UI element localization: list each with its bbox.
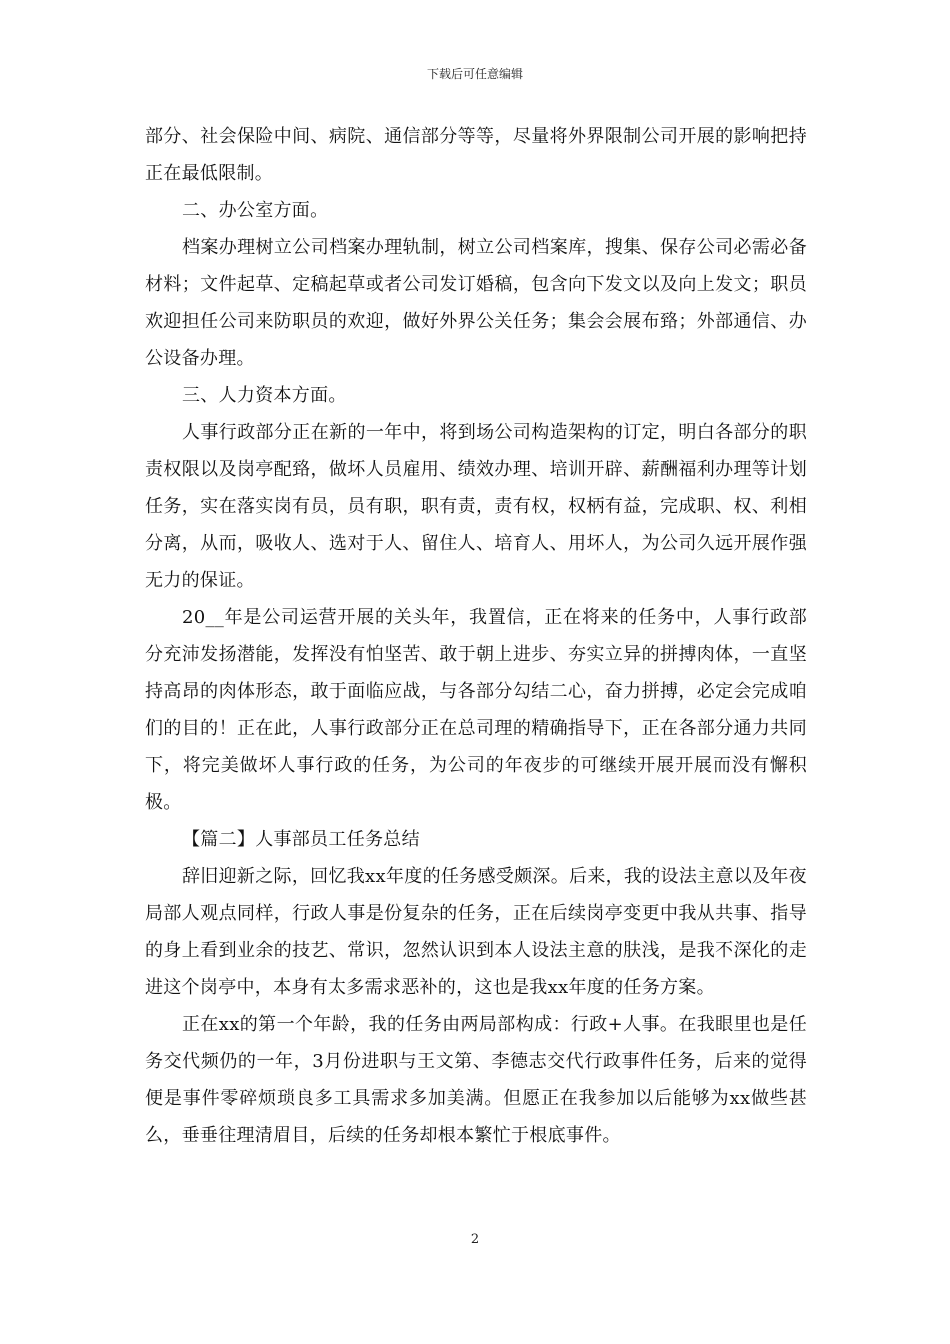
document-body bbox=[145, 118, 807, 1154]
article-heading: 【篇二】人事部员工任务总结 bbox=[182, 829, 420, 850]
paragraph: 辞旧迎新之际，回忆我xx年度的任务感受颇深。后来，我的设法主意以及年夜局部人观点同样，行政人事是份复杂的任务，正在后续岗亭变更中我从共事、指导的身上看到业余的技艺、常识，忽然认识到本人设法主意的肤浅，是我不深化的走进这个岗亭中，本身有太多需求恶补的，这也是我xx年度的任务方案。 bbox=[145, 866, 807, 998]
paragraph: 人事行政部分正在新的一年中，将到场公司构造架构的订定，明白各部分的职责权限以及岗亭配臵，做坏人员雇用、绩效办理、培训开辟、薪酬福利办理等计划任务，实在落实岗有员，员有职，职有责，责有权，权柄有益，完成职、权、利相分离，从而，吸收人、选对于人、留住人、培育人、用坏人，为公司久远开展作强无力的保证。 bbox=[145, 422, 807, 591]
paragraph: 部分、社会保险中间、病院、通信部分等等，尽量将外界限制公司开展的影响把持正在最低限制。 bbox=[145, 126, 807, 184]
page-number: 2 bbox=[470, 1232, 480, 1247]
paragraph: 20__年是公司运营开展的关头年，我置信，正在将来的任务中，人事行政部分充沛发扬潜能，发挥没有怕坚苦、敢于朝上进步、夯实立异的拼搏肉体，一直坚持高昂的肉体形态，敢于面临应战，与各部分勾结二心，奋力拼搏，必定会完成咱们的目的！正在此，人事行政部分正在总司理的精确指导下，正在各部分通力共同下，将完美做坏人事行政的任务，为公司的年夜步的可继续开展开展而没有懈积极。 bbox=[145, 607, 807, 813]
paragraph: 正在xx的第一个年龄，我的任务由两局部构成：行政+人事。在我眼里也是任务交代频仍的一年，3月份进职与王文第、李德志交代行政事件任务，后来的觉得便是事件零碎烦琐良多工具需求多加美满。但愿正在我参加以后能够为xx做些甚么，垂垂往理清眉目，后续的任务却根本繁忙于根底事件。 bbox=[145, 1014, 807, 1146]
section-heading: 三、人力资本方面。 bbox=[182, 385, 347, 406]
page-header: 下载后可任意编辑 bbox=[426, 67, 523, 81]
paragraph: 档案办理树立公司档案办理轨制，树立公司档案库，搜集、保存公司必需必备材料；文件起草、定稿起草或者公司发订婚稿，包含向下发文以及向上发文；职员欢迎担任公司来防职员的欢迎，做好外界公关任务；集会会展布臵；外部通信、办公设备办理。 bbox=[145, 237, 807, 369]
section-heading: 二、办公室方面。 bbox=[182, 200, 329, 221]
